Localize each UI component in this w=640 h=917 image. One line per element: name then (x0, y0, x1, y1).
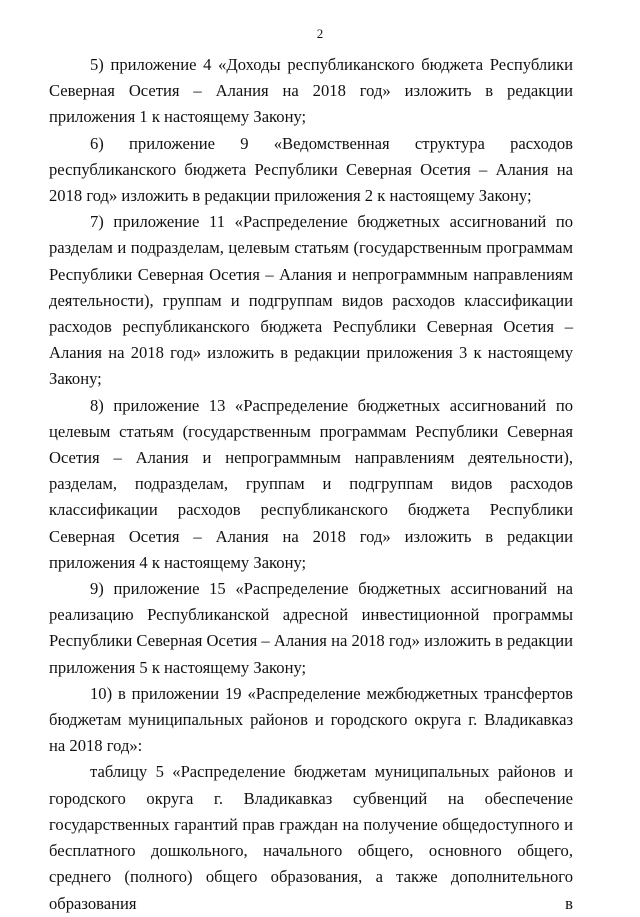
paragraph-item-7: 7) приложение 11 «Распределение бюджетных ассигнований по разделам и подразделам, целевым статьям (государственным программам Республики Северная Осетия – Алания и непрограммным направлениям деятельности), группам и подгруппам видов расходов классификации расходов республиканского бюджета Республики Северная Осетия – Алания на 2018 год» изложить в редакции приложения 3 к настоящему Закону; (49, 212, 573, 389)
paragraph-item-6: 6) приложение 9 «Ведомственная структура расходов республиканского бюджета Республики Северная Осетия – Алания на 2018 год» изложить в редакции приложения 2 к настоящему Закону; (49, 133, 573, 206)
page-number: 2 (316, 26, 324, 41)
paragraph-item-5: 5) приложение 4 «Доходы республиканского бюджета Республики Северная Осетия – Алания на 2018 год» изложить в редакции приложения 1 к настоящему Закону; (49, 55, 573, 127)
document-body (49, 52, 573, 917)
paragraph-table-5: таблицу 5 «Распределение бюджетам муниципальных районов и городского округа г. Владикавказ субвенций на обеспечение государственных гарантий прав граждан на получение общедоступного и бесплатного дошкольного, начального общего, основного общего, среднего (полного) общего образования, а также дополнительного образования в (49, 762, 573, 913)
paragraph-item-10: 10) в приложении 19 «Распределение межбюджетных трансфертов бюджетам муниципальных районов и городского округа г. Владикавказ на 2018 год»: (49, 683, 573, 756)
paragraph-item-8: 8) приложение 13 «Распределение бюджетных ассигнований по целевым статьям (государственным программам Республики Северная Осетия – Алания и непрограммным направлениям деятельности), разделам, подразделам, группам и подгруппам видов расходов классификации расходов республиканского бюджета Республики Северная Осетия – Алания на 2018 год» изложить в редакции приложения 4 к настоящему Закону; (49, 395, 573, 572)
paragraph-item-9: 9) приложение 15 «Распределение бюджетных ассигнований на реализацию Республиканской адресной инвестиционной программы Республики Северная Осетия – Алания на 2018 год» изложить в редакции приложения 5 к настоящему Закону; (49, 579, 573, 677)
